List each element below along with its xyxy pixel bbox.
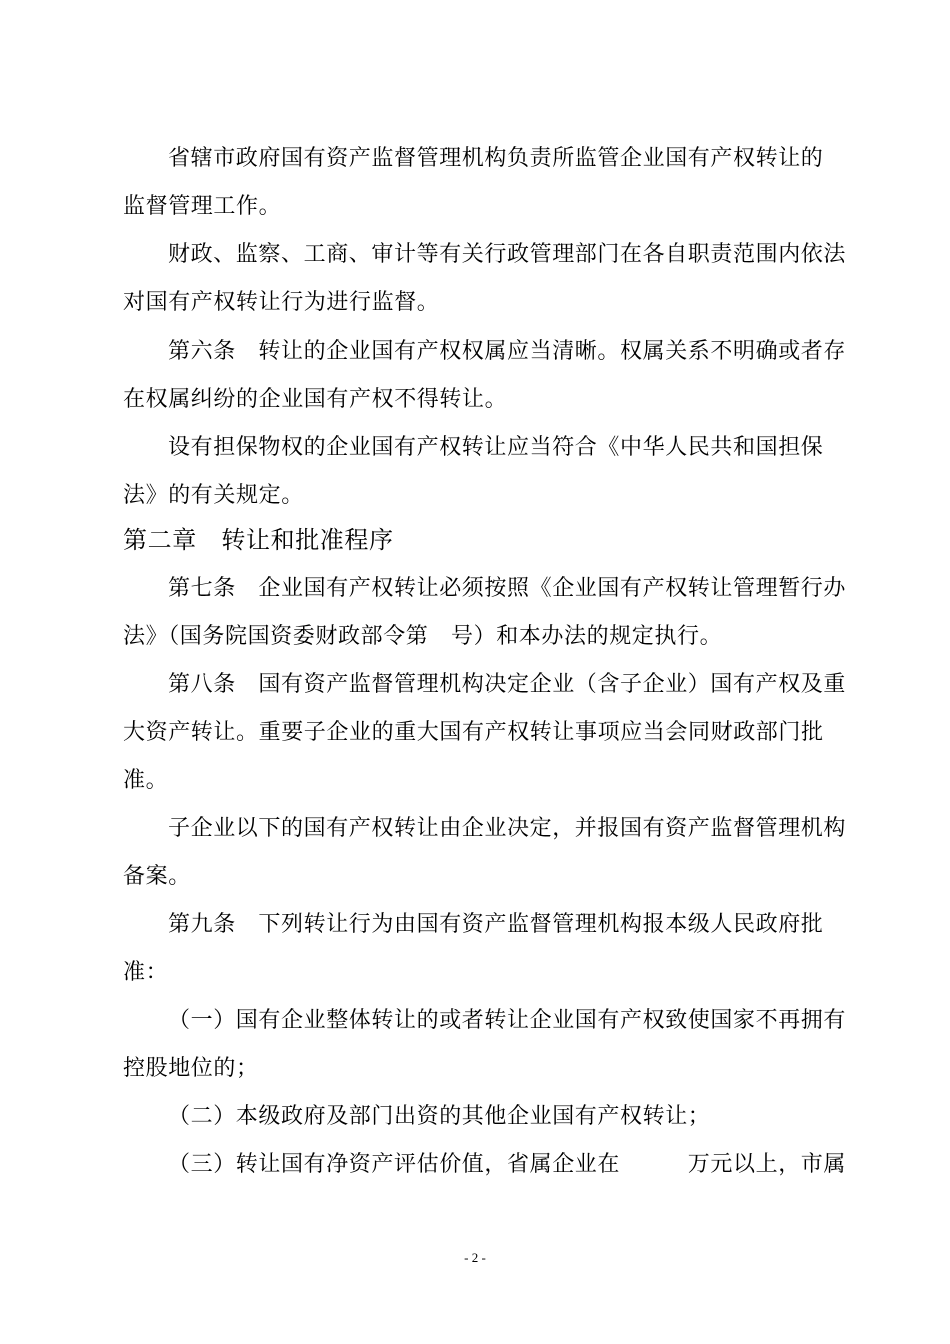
text-line: 子企业以下的国有产权转让由企业决定，并报国有资产监督管理机构 [168, 816, 847, 841]
text-line: 大资产转让。重要子企业的重大国有产权转让事项应当会同财政部门批 [123, 720, 824, 745]
text-line: 省辖市政府国有资产监督管理机构负责所监管企业国有产权转让的 [168, 146, 824, 171]
text-line: 控股地位的； [123, 1056, 259, 1081]
chapter-heading: 第二章 转让和批准程序 [123, 526, 394, 554]
text-line: 准： [123, 960, 169, 985]
text-line: 监督管理工作。 [123, 194, 282, 219]
text-line: 在权属纠纷的企业国有产权不得转让。 [123, 387, 508, 412]
page-number: - 2 - [464, 1250, 486, 1265]
text-line: 第六条 转让的企业国有产权权属应当清晰。权属关系不明确或者存 [168, 339, 847, 364]
text-line: 财政、监察、工商、审计等有关行政管理部门在各自职责范围内依法 [168, 242, 847, 267]
text-line: 第九条 下列转让行为由国有资产监督管理机构报本级人民政府批 [168, 912, 824, 937]
text-line: 法》（国务院国资委财政部令第 号）和本办法的规定执行。 [123, 624, 723, 649]
text-line: 准。 [123, 768, 169, 793]
text-line: 对国有产权转让行为进行监督。 [123, 290, 440, 315]
text-line: （一）国有企业整体转让的或者转让企业国有产权致使国家不再拥有 [168, 1008, 847, 1033]
text-line: 第八条 国有资产监督管理机构决定企业（含子企业）国有产权及重 [168, 672, 847, 697]
text-line: 设有担保物权的企业国有产权转让应当符合《中华人民共和国担保 [168, 435, 824, 460]
text-line: 第七条 企业国有产权转让必须按照《企业国有产权转让管理暂行办 [168, 576, 847, 601]
text-line: （三）转让国有净资产评估价值，省属企业在 万元以上，市属 [168, 1152, 847, 1177]
text-line: 备案。 [123, 864, 191, 889]
text-line: （二）本级政府及部门出资的其他企业国有产权转让； [168, 1104, 711, 1129]
text-line: 法》的有关规定。 [123, 483, 304, 508]
